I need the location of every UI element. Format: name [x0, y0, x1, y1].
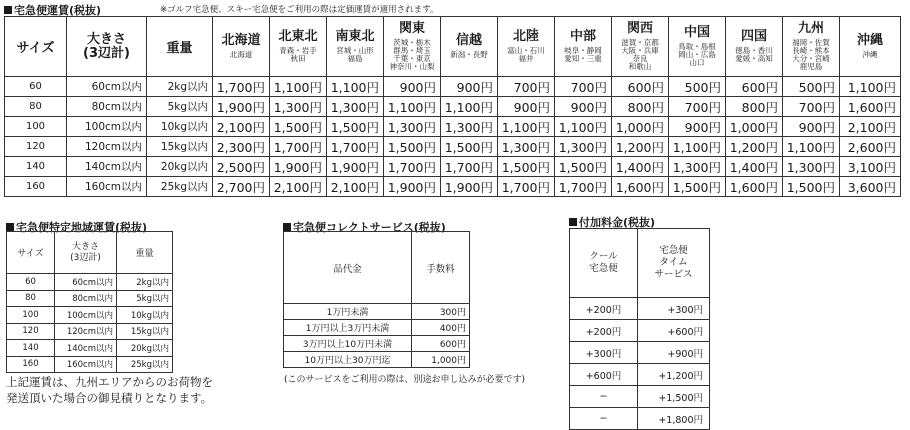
size-cell: 100 — [7, 307, 55, 324]
price-cell: 1,500円 — [555, 157, 612, 177]
region-prefectures: 徳島・香川 愛媛・高知 — [735, 46, 773, 63]
region-prefectures: 茨城・栃木 群馬・埼玉 千葉・東京 神奈川・山梨 — [389, 38, 435, 71]
table-row — [7, 323, 173, 340]
price-cell: 1,300円 — [327, 97, 384, 117]
size-cell: 80 — [7, 290, 55, 307]
price-cell: 1,500円 — [270, 117, 327, 137]
price-cell: 900円 — [441, 77, 498, 97]
price-cell: 1,500円 — [384, 137, 441, 157]
price-cell: 800円 — [726, 97, 783, 117]
size-cell: 160 — [5, 177, 67, 197]
price-cell: 700円 — [669, 97, 726, 117]
size-cell: 100 — [5, 117, 67, 137]
price-cell: 1,600円 — [840, 97, 901, 117]
collect-service-table — [283, 231, 470, 368]
dimension-cell: 80cm以内 — [67, 97, 147, 117]
region-header — [384, 17, 441, 77]
region-header — [441, 17, 498, 77]
price-cell: 1,700円 — [498, 177, 555, 197]
weight-cell: 2kg以内 — [117, 274, 173, 291]
price-cell: 700円 — [555, 77, 612, 97]
price-cell: 1,100円 — [270, 77, 327, 97]
price-cell: 3,600円 — [840, 177, 901, 197]
region-name: 四国 — [740, 29, 767, 44]
weight-cell: 5kg以内 — [117, 290, 173, 307]
price-cell: 1,700円 — [441, 157, 498, 177]
price-cell: 2,700円 — [213, 177, 270, 197]
header-dimensions: 大きさ (3辺計) — [67, 17, 147, 77]
price-cell: 800円 — [612, 97, 669, 117]
cool-fee-cell: +300円 — [570, 342, 638, 364]
price-cell: 1,300円 — [441, 117, 498, 137]
fee-cell: 1,000円 — [412, 352, 470, 368]
dimension-cell: 60cm以内 — [67, 77, 147, 97]
region-header — [555, 17, 612, 77]
region-name: 関東 — [398, 21, 425, 36]
size-cell: 140 — [5, 157, 67, 177]
cool-fee-cell: +200円 — [570, 298, 638, 320]
region-header — [498, 17, 555, 77]
price-cell: 600円 — [726, 77, 783, 97]
region-name: 中国 — [683, 25, 710, 40]
price-cell: 1,700円 — [327, 137, 384, 157]
region-prefectures: 新潟・長野 — [450, 50, 488, 59]
weight-cell: 25kg以内 — [147, 177, 213, 197]
region-prefectures: 富山・石川 福井 — [507, 46, 545, 63]
region-header — [669, 17, 726, 77]
price-cell: 1,400円 — [612, 157, 669, 177]
extra-fee-table — [569, 228, 710, 430]
price-cell: 1,900円 — [441, 177, 498, 197]
amount-cell: 1万円未満 — [284, 304, 412, 320]
table-row — [5, 77, 901, 97]
region-name: 関西 — [626, 21, 653, 36]
cool-fee-cell: +200円 — [570, 320, 638, 342]
region-name: 中部 — [569, 29, 596, 44]
price-cell: 1,500円 — [783, 177, 840, 197]
price-cell: 1,500円 — [498, 157, 555, 177]
special-region-table — [6, 231, 173, 373]
price-cell: 2,300円 — [213, 137, 270, 157]
table-row — [7, 274, 173, 291]
header-size: サイズ — [5, 17, 67, 77]
table-row — [5, 137, 901, 157]
price-cell: 1,300円 — [783, 157, 840, 177]
cool-fee-cell: − — [570, 386, 638, 408]
region-name: 沖縄 — [856, 33, 883, 48]
dimension-cell: 160cm以内 — [67, 177, 147, 197]
table-row — [284, 336, 470, 352]
price-cell: 1,400円 — [726, 157, 783, 177]
region-prefectures: 北海道 — [229, 50, 253, 59]
price-cell: 1,100円 — [498, 117, 555, 137]
table-row — [570, 342, 710, 364]
dimension-cell: 80cm以内 — [55, 290, 117, 307]
price-cell: 1,200円 — [612, 137, 669, 157]
dimension-cell: 60cm以内 — [55, 274, 117, 291]
region-header — [840, 17, 901, 77]
freight-rate-table — [4, 16, 901, 197]
table-row — [570, 408, 710, 430]
size-cell: 160 — [7, 356, 55, 373]
table-row — [7, 307, 173, 324]
dimension-cell: 140cm以内 — [55, 340, 117, 357]
price-cell: 2,100円 — [840, 117, 901, 137]
time-fee-cell: +900円 — [638, 342, 710, 364]
price-cell: 1,100円 — [327, 77, 384, 97]
price-cell: 1,900円 — [384, 177, 441, 197]
price-cell: 1,600円 — [726, 177, 783, 197]
special-header-size: サイズ — [7, 232, 55, 274]
price-cell: 1,100円 — [555, 117, 612, 137]
price-cell: 2,600円 — [840, 137, 901, 157]
region-name: 九州 — [797, 21, 824, 36]
dimension-cell: 100cm以内 — [55, 307, 117, 324]
price-cell: 1,200円 — [726, 137, 783, 157]
region-prefectures: 岐阜・静岡 愛知・三重 — [564, 46, 602, 63]
price-cell: 2,100円 — [213, 117, 270, 137]
price-cell: 1,100円 — [441, 97, 498, 117]
table-row — [570, 364, 710, 386]
price-cell: 2,100円 — [327, 177, 384, 197]
collect-application-note: (このサービスをご利用の際は、別途お申し込みが必要です) — [284, 375, 526, 385]
collect-table-title-text: 宅急便コレクトサービス(税抜) — [293, 221, 446, 234]
price-cell: 1,500円 — [327, 117, 384, 137]
dimension-cell: 160cm以内 — [55, 356, 117, 373]
region-name: 信越 — [455, 33, 482, 48]
region-header — [726, 17, 783, 77]
price-cell: 1,500円 — [441, 137, 498, 157]
kyushu-note-line-2: 発送頂いた場合の御見積りとなります。 — [6, 391, 213, 405]
time-fee-cell: +1,500円 — [638, 386, 710, 408]
price-cell: 1,700円 — [384, 157, 441, 177]
golf-ski-note: ※ゴルフ宅急便、スキー宅急便をご利用の際は定価運賃が適用されます。 — [160, 5, 439, 15]
price-cell: 1,100円 — [669, 137, 726, 157]
region-prefectures: 鳥取・島根 岡山・広島 山口 — [678, 42, 716, 67]
size-cell: 60 — [7, 274, 55, 291]
region-prefectures: 福岡・佐賀 長崎・熊本 大分・宮崎 鹿児島 — [792, 38, 830, 71]
price-cell: 900円 — [555, 97, 612, 117]
price-cell: 1,700円 — [270, 137, 327, 157]
extra-table-title-text: 付加料金(税抜) — [579, 216, 656, 229]
amount-cell: 1万円以上3万円未満 — [284, 320, 412, 336]
time-fee-cell: +1,200円 — [638, 364, 710, 386]
price-cell: 1,100円 — [384, 97, 441, 117]
price-cell: 1,300円 — [498, 137, 555, 157]
table-row — [284, 352, 470, 368]
table-row — [7, 340, 173, 357]
header-weight: 重量 — [147, 17, 213, 77]
table-row — [7, 356, 173, 373]
collect-header-fee: 手数料 — [412, 232, 470, 304]
price-cell: 1,300円 — [384, 117, 441, 137]
dimension-cell: 140cm以内 — [67, 157, 147, 177]
price-cell: 900円 — [669, 117, 726, 137]
price-cell: 2,100円 — [270, 177, 327, 197]
cool-fee-cell: − — [570, 408, 638, 430]
size-cell: 60 — [5, 77, 67, 97]
fee-cell: 400円 — [412, 320, 470, 336]
size-cell: 120 — [7, 323, 55, 340]
table-row — [570, 386, 710, 408]
fee-cell: 300円 — [412, 304, 470, 320]
region-name: 北陸 — [512, 29, 539, 44]
special-header-dimensions: 大きさ (3辺計) — [55, 232, 117, 274]
region-header — [327, 17, 384, 77]
time-fee-cell: +300円 — [638, 298, 710, 320]
dimension-cell: 100cm以内 — [67, 117, 147, 137]
main-table-title-text: 宅急便運賃(税抜) — [14, 4, 102, 17]
weight-cell: 15kg以内 — [117, 323, 173, 340]
kyushu-estimate-note — [6, 374, 213, 406]
extra-header-cool: クール 宅急便 — [570, 229, 638, 298]
weight-cell: 25kg以内 — [117, 356, 173, 373]
square-bullet-icon — [6, 223, 14, 231]
price-cell: 1,000円 — [726, 117, 783, 137]
price-cell: 1,900円 — [327, 157, 384, 177]
table-row — [5, 157, 901, 177]
weight-cell: 15kg以内 — [147, 137, 213, 157]
weight-cell: 10kg以内 — [117, 307, 173, 324]
price-cell: 1,300円 — [270, 97, 327, 117]
weight-cell: 2kg以内 — [147, 77, 213, 97]
collect-header-amount: 品代金 — [284, 232, 412, 304]
kyushu-note-line-1: 上記運賃は、九州エリアからのお荷物を — [6, 375, 213, 389]
price-cell: 1,900円 — [213, 97, 270, 117]
price-cell: 600円 — [612, 77, 669, 97]
price-cell: 500円 — [783, 77, 840, 97]
dimension-cell: 120cm以内 — [55, 323, 117, 340]
price-cell: 3,100円 — [840, 157, 901, 177]
region-header — [213, 17, 270, 77]
special-table-title-text: 宅急便特定地域運賃(税抜) — [16, 221, 148, 234]
price-cell: 1,700円 — [213, 77, 270, 97]
price-cell: 500円 — [669, 77, 726, 97]
price-cell: 900円 — [498, 97, 555, 117]
weight-cell: 20kg以内 — [147, 157, 213, 177]
price-cell: 1,700円 — [555, 177, 612, 197]
weight-cell: 20kg以内 — [117, 340, 173, 357]
special-header-weight: 重量 — [117, 232, 173, 274]
size-cell: 140 — [7, 340, 55, 357]
region-prefectures: 沖縄 — [862, 50, 878, 59]
table-row — [7, 290, 173, 307]
table-row — [284, 304, 470, 320]
price-cell: 1,500円 — [669, 177, 726, 197]
region-name: 南東北 — [335, 29, 375, 44]
amount-cell: 3万円以上10万円未満 — [284, 336, 412, 352]
table-row — [5, 177, 901, 197]
table-row — [570, 320, 710, 342]
region-header — [612, 17, 669, 77]
region-prefectures: 宮城・山形 福島 — [336, 46, 374, 63]
fee-cell: 600円 — [412, 336, 470, 352]
price-cell: 1,300円 — [555, 137, 612, 157]
size-cell: 120 — [5, 137, 67, 157]
table-row — [5, 117, 901, 137]
price-cell: 700円 — [783, 97, 840, 117]
price-cell: 1,300円 — [669, 157, 726, 177]
price-cell: 700円 — [498, 77, 555, 97]
price-cell: 1,900円 — [270, 157, 327, 177]
region-name: 北海道 — [221, 33, 261, 48]
price-cell: 900円 — [783, 117, 840, 137]
price-cell: 1,600円 — [612, 177, 669, 197]
price-cell: 2,500円 — [213, 157, 270, 177]
square-bullet-icon — [283, 223, 291, 231]
region-header — [270, 17, 327, 77]
region-prefectures: 滋賀・京都 大阪・兵庫 奈良 和歌山 — [621, 38, 659, 71]
extra-header-time: 宅急便 タイム サービス — [638, 229, 710, 298]
region-name: 北東北 — [278, 29, 318, 44]
cool-fee-cell: +600円 — [570, 364, 638, 386]
time-fee-cell: +1,800円 — [638, 408, 710, 430]
price-cell: 1,100円 — [783, 137, 840, 157]
price-cell: 1,000円 — [612, 117, 669, 137]
price-cell: 900円 — [384, 77, 441, 97]
table-row — [5, 97, 901, 117]
price-cell: 1,100円 — [840, 77, 901, 97]
weight-cell: 5kg以内 — [147, 97, 213, 117]
table-row — [284, 320, 470, 336]
size-cell: 80 — [5, 97, 67, 117]
dimension-cell: 120cm以内 — [67, 137, 147, 157]
square-bullet-icon — [4, 6, 12, 14]
time-fee-cell: +600円 — [638, 320, 710, 342]
table-row — [570, 298, 710, 320]
square-bullet-icon — [569, 218, 577, 226]
amount-cell: 10万円以上30万円迄 — [284, 352, 412, 368]
weight-cell: 10kg以内 — [147, 117, 213, 137]
region-header — [783, 17, 840, 77]
region-prefectures: 青森・岩手 秋田 — [279, 46, 317, 63]
